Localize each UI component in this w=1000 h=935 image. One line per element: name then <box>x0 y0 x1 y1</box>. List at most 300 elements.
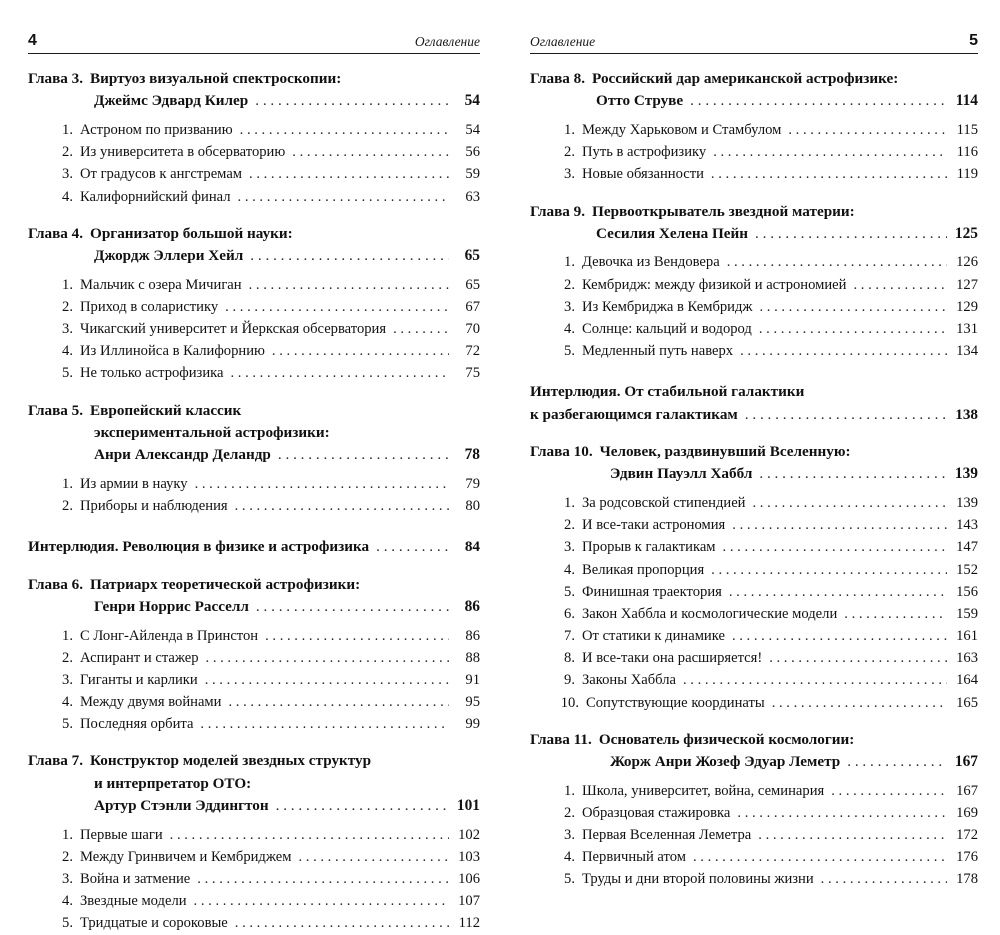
section-entry[interactable] <box>28 274 480 296</box>
chapter-title-line <box>28 795 480 818</box>
leader-dots <box>745 404 947 426</box>
section-entry[interactable] <box>530 824 978 846</box>
chapter-entry[interactable] <box>28 223 480 385</box>
section-entry[interactable] <box>28 340 480 362</box>
chapter-title-line <box>28 574 480 596</box>
section-title: Образцовая стажировка <box>582 804 731 821</box>
leader-dots <box>298 846 449 868</box>
leader-dots <box>197 868 449 890</box>
leader-dots <box>206 647 449 669</box>
section-entry[interactable] <box>530 846 978 868</box>
section-entry[interactable] <box>530 559 978 581</box>
chapter-title-text: Генри Норрис Расселл <box>94 597 249 615</box>
leader-dots <box>758 824 947 846</box>
section-page-number: 70 <box>465 321 480 337</box>
section-number: 4. <box>62 343 73 360</box>
section-number: 2. <box>564 804 575 821</box>
section-page-number: 143 <box>956 517 978 534</box>
section-title: Первые шаги <box>80 826 163 843</box>
section-list <box>530 119 978 186</box>
chapter-title-text: Джордж Эллери Хейл <box>94 247 244 265</box>
section-number: 2. <box>62 649 73 666</box>
section-title: Тридцатые и сороковые <box>80 915 228 932</box>
section-entry[interactable] <box>530 514 978 536</box>
section-title: Между двумя войнами <box>80 694 222 711</box>
section-entry[interactable] <box>530 647 978 669</box>
section-page-number: 164 <box>956 672 978 689</box>
chapter-title-text: Российский дар американской астрофизике: <box>592 70 899 87</box>
section-page-number: 116 <box>956 144 978 161</box>
section-title: Из армии в науку <box>80 475 188 492</box>
leader-dots <box>200 713 449 735</box>
chapter-title-line <box>28 422 480 444</box>
section-title: От градусов к ангстремам <box>80 166 243 183</box>
section-number: 2. <box>564 517 575 534</box>
section-number: 5. <box>62 915 73 932</box>
chapter-entry[interactable] <box>530 201 978 363</box>
chapter-title-text: и интерпретатор ОТО: <box>94 774 252 792</box>
section-title: Финишная траектория <box>582 583 722 600</box>
section-number: 2. <box>564 144 575 161</box>
section-entry[interactable] <box>28 296 480 318</box>
section-list <box>530 492 978 714</box>
section-title: Кембридж: между физикой и астрономией <box>582 276 847 293</box>
leader-dots <box>713 141 947 163</box>
section-list <box>530 251 978 362</box>
leader-dots <box>711 559 947 581</box>
header-rule-left <box>28 53 480 54</box>
section-title: Из университета в обсерваторию <box>80 144 286 161</box>
leader-dots <box>690 90 947 112</box>
chapter-label: Глава 10. <box>530 443 593 461</box>
section-list <box>28 824 480 935</box>
section-entry[interactable] <box>28 669 480 691</box>
leader-dots <box>170 824 449 846</box>
section-page-number: 88 <box>465 649 480 666</box>
interlude-entry[interactable] <box>28 536 480 558</box>
section-page-number: 106 <box>458 871 480 888</box>
section-number: 3. <box>62 871 73 888</box>
chapter-page-number: 84 <box>464 538 480 556</box>
chapter-entry[interactable] <box>28 400 480 518</box>
section-list <box>28 119 480 208</box>
section-title: И все-таки астрономия <box>582 517 726 534</box>
section-entry[interactable] <box>28 713 480 735</box>
section-entry[interactable] <box>530 119 978 141</box>
section-title: Война и затмение <box>80 871 191 888</box>
leader-dots <box>847 751 947 773</box>
section-title: Звездные модели <box>80 893 187 910</box>
section-entry[interactable] <box>530 251 978 273</box>
chapter-page-number: 114 <box>955 92 978 110</box>
leader-dots <box>249 163 449 185</box>
section-page-number: 131 <box>956 321 978 337</box>
chapter-page-number: 167 <box>954 753 978 771</box>
section-title: Первая Вселенная Леметра <box>582 827 752 844</box>
section-page-number: 159 <box>956 605 978 622</box>
chapter-title-line <box>28 90 480 113</box>
chapter-entry[interactable] <box>530 68 978 186</box>
section-page-number: 56 <box>465 144 480 161</box>
leader-dots <box>853 274 947 296</box>
section-title: Солнце: кальций и водород <box>582 321 752 337</box>
section-title: Последняя орбита <box>80 716 194 733</box>
section-page-number: 103 <box>458 848 480 865</box>
section-entry[interactable] <box>28 362 480 384</box>
section-number: 2. <box>564 276 575 293</box>
section-number: 5. <box>62 716 73 733</box>
section-page-number: 119 <box>956 166 978 183</box>
section-number: 1. <box>62 826 73 843</box>
chapter-page-number: 86 <box>464 597 480 615</box>
section-title: Чикагский университет и Йеркская обсерватория <box>80 321 387 337</box>
section-title: Сопутствующие координаты <box>586 694 765 711</box>
section-title: Школа, университет, война, семинария <box>582 782 825 799</box>
section-entry[interactable] <box>530 692 978 714</box>
chapter-title-line <box>28 596 480 619</box>
chapter-entry[interactable] <box>28 750 480 934</box>
chapter-title-text: Виртуоз визуальной спектроскопии: <box>90 70 342 87</box>
leader-dots <box>821 868 947 890</box>
chapter-title-text: Сесилия Хелена Пейн <box>596 224 749 242</box>
interlude-title-line <box>530 404 978 426</box>
header-rule-right <box>530 53 978 54</box>
section-page-number: 63 <box>465 188 480 205</box>
section-entry[interactable] <box>28 647 480 669</box>
leader-dots <box>292 141 449 163</box>
section-entry[interactable] <box>28 119 480 141</box>
section-entry[interactable] <box>530 581 978 603</box>
section-page-number: 129 <box>956 298 978 315</box>
section-entry[interactable] <box>28 625 480 647</box>
leader-dots <box>831 780 947 802</box>
chapter-entry[interactable] <box>28 68 480 208</box>
section-entry[interactable] <box>28 691 480 713</box>
leader-dots <box>225 296 449 318</box>
section-title: С Лонг-Айленда в Принстон <box>80 627 259 644</box>
section-title: Девочка из Вендовера <box>582 254 720 271</box>
chapter-title-line <box>28 750 480 772</box>
section-number: 3. <box>62 321 73 337</box>
section-title: Из Иллинойса в Калифорнию <box>80 343 265 360</box>
leader-dots <box>844 603 947 625</box>
section-entry[interactable] <box>530 802 978 824</box>
section-number: 1. <box>564 782 575 799</box>
chapter-title-line <box>28 773 480 795</box>
section-number: 5. <box>564 343 575 360</box>
chapter-entry[interactable] <box>530 441 978 714</box>
section-number: 1. <box>564 121 575 138</box>
section-entry[interactable] <box>530 868 978 890</box>
chapter-label: Глава 9. <box>530 202 586 220</box>
leader-dots <box>235 912 449 934</box>
section-title: Новые обязанности <box>582 166 704 183</box>
section-page-number: 167 <box>956 782 978 799</box>
section-number: 8. <box>564 650 575 667</box>
leader-dots <box>732 625 947 647</box>
chapter-title-text: Интерлюдия. Революция в физике и астрофизика <box>28 538 370 556</box>
section-entry[interactable] <box>530 340 978 362</box>
leader-dots <box>737 802 947 824</box>
chapter-title-text: Отто Струве <box>596 92 684 110</box>
section-page-number: 163 <box>956 650 978 667</box>
chapter-title-line <box>530 201 978 223</box>
section-title: Мальчик с озера Мичиган <box>80 276 242 293</box>
section-title: Приборы и наблюдения <box>80 498 228 515</box>
section-entry[interactable] <box>530 318 978 340</box>
section-number: 2. <box>62 144 73 161</box>
section-number: 5. <box>564 871 575 888</box>
running-head-left <box>28 28 480 50</box>
chapter-title-line <box>28 400 480 422</box>
leader-dots <box>376 536 449 558</box>
section-entry[interactable] <box>28 473 480 495</box>
section-number: 5. <box>564 583 575 600</box>
section-page-number: 178 <box>956 871 978 888</box>
section-title: За родсовской стипендией <box>582 495 746 512</box>
section-number: 1. <box>62 627 73 644</box>
section-entry[interactable] <box>530 536 978 558</box>
section-page-number: 91 <box>465 671 480 688</box>
chapter-title-text: Человек, раздвинувший Вселенную: <box>599 443 851 461</box>
section-entry[interactable] <box>28 890 480 912</box>
leader-dots <box>788 119 947 141</box>
section-title: От статики к динамике <box>582 628 725 645</box>
chapter-page-number: 101 <box>456 797 480 815</box>
chapter-title-text: Жорж Анри Жозеф Эдуар Леметр <box>610 753 841 771</box>
chapter-page-number: 78 <box>464 446 480 464</box>
folio-number-right: 5 <box>969 32 978 49</box>
section-page-number: 176 <box>956 849 978 866</box>
chapter-title-line <box>28 444 480 467</box>
leader-dots <box>729 581 947 603</box>
section-page-number: 139 <box>956 495 978 512</box>
chapter-label: Глава 6. <box>28 575 84 593</box>
section-entry[interactable] <box>28 141 480 163</box>
section-number: 1. <box>564 495 575 512</box>
section-page-number: 95 <box>465 694 480 711</box>
chapter-title-text: Джеймс Эдвард Килер <box>94 92 249 110</box>
chapter-page-number: 54 <box>464 92 480 110</box>
section-title: Прорыв к галактикам <box>582 539 716 556</box>
leader-dots <box>194 890 449 912</box>
section-entry[interactable] <box>28 186 480 208</box>
section-page-number: 115 <box>956 121 978 138</box>
section-entry[interactable] <box>530 603 978 625</box>
chapter-title-line <box>530 90 978 113</box>
section-number: 10. <box>560 694 579 711</box>
chapter-title-text: Анри Александр Деландр <box>94 446 271 464</box>
chapter-title-text: Организатор большой науки: <box>90 224 293 242</box>
section-page-number: 152 <box>956 561 978 578</box>
leader-dots <box>230 362 449 384</box>
chapter-label: Глава 8. <box>530 70 586 87</box>
leader-dots <box>759 318 947 340</box>
leader-dots <box>759 296 947 318</box>
chapter-title-text: Патриарх теоретической астрофизики: <box>90 575 361 593</box>
leader-dots <box>195 473 449 495</box>
section-title: Первичный атом <box>582 849 686 866</box>
leader-dots <box>265 625 449 647</box>
leader-dots <box>272 340 449 362</box>
section-entry[interactable] <box>530 163 978 185</box>
leader-dots <box>256 596 449 618</box>
leader-dots <box>693 846 947 868</box>
section-title: Законы Хаббла <box>582 672 676 689</box>
section-entry[interactable] <box>530 296 978 318</box>
running-head-right <box>530 28 978 50</box>
section-number: 4. <box>62 893 73 910</box>
section-entry[interactable] <box>28 495 480 517</box>
leader-dots <box>740 340 947 362</box>
chapter-title-text: Артур Стэнли Эддингтон <box>94 797 269 815</box>
chapter-entry[interactable] <box>28 574 480 736</box>
chapter-title-line <box>530 729 978 751</box>
leader-dots <box>683 669 947 691</box>
section-page-number: 67 <box>465 298 480 315</box>
section-list <box>530 780 978 891</box>
section-title: Астроном по призванию <box>80 121 233 138</box>
section-number: 5. <box>62 365 73 382</box>
leader-dots <box>772 692 947 714</box>
leader-dots <box>732 514 947 536</box>
section-page-number: 156 <box>956 583 978 600</box>
section-number: 3. <box>564 827 575 844</box>
chapter-title-text: Интерлюдия. От стабильной галактики <box>530 383 805 401</box>
chapter-label: Глава 4. <box>28 224 84 242</box>
section-list <box>28 625 480 736</box>
section-page-number: 161 <box>956 628 978 645</box>
interlude-entry[interactable] <box>530 381 978 426</box>
chapter-title-line <box>28 68 480 90</box>
leader-dots <box>393 318 449 340</box>
section-title: Между Харьковом и Стамбулом <box>582 121 782 138</box>
section-list <box>28 274 480 385</box>
interlude-title-line <box>28 536 480 558</box>
section-entry[interactable] <box>530 274 978 296</box>
leader-dots <box>727 251 947 273</box>
section-number: 1. <box>62 121 73 138</box>
leader-dots <box>755 223 947 245</box>
toc-list-left <box>28 68 480 935</box>
leader-dots <box>723 536 947 558</box>
chapter-title-text: Конструктор моделей звездных структур <box>90 752 372 770</box>
chapter-title-line <box>530 751 978 774</box>
section-page-number: 102 <box>458 826 480 843</box>
section-number: 7. <box>564 628 575 645</box>
chapter-title-line <box>530 223 978 246</box>
chapter-page-number: 139 <box>954 465 978 483</box>
section-title: Аспирант и стажер <box>80 649 199 666</box>
section-entry[interactable] <box>28 824 480 846</box>
leader-dots <box>759 463 947 485</box>
section-number: 3. <box>564 298 575 315</box>
section-page-number: 127 <box>956 276 978 293</box>
leader-dots <box>255 90 449 112</box>
section-entry[interactable] <box>28 912 480 934</box>
section-number: 4. <box>564 321 575 337</box>
chapter-title-line <box>530 441 978 463</box>
chapter-page-number: 65 <box>464 247 480 265</box>
chapter-title-line <box>28 245 480 268</box>
section-page-number: 59 <box>465 166 480 183</box>
section-number: 9. <box>564 672 575 689</box>
chapter-title-text: Первооткрыватель звездной материи: <box>592 202 855 220</box>
section-entry[interactable] <box>530 492 978 514</box>
section-entry[interactable] <box>28 163 480 185</box>
chapter-entry[interactable] <box>530 729 978 891</box>
section-title: Труды и дни второй половины жизни <box>582 871 814 888</box>
section-entry[interactable] <box>28 868 480 890</box>
section-number: 4. <box>564 561 575 578</box>
section-title: Калифорнийский финал <box>80 188 231 205</box>
section-entry[interactable] <box>28 846 480 868</box>
section-page-number: 134 <box>956 343 978 360</box>
section-page-number: 72 <box>465 343 480 360</box>
section-number: 1. <box>564 254 575 271</box>
page-right <box>510 0 1000 888</box>
section-title: Великая пропорция <box>582 561 705 578</box>
chapter-label: Глава 11. <box>530 730 592 748</box>
section-number: 4. <box>62 188 73 205</box>
section-page-number: 165 <box>956 694 978 711</box>
chapter-title-text: к разбегающимся галактикам <box>530 405 738 423</box>
section-number: 1. <box>62 475 73 492</box>
chapter-title-text: Европейский классик <box>90 401 242 419</box>
section-entry[interactable] <box>28 318 480 340</box>
section-number: 6. <box>564 605 575 622</box>
running-head-title-left: Оглавление <box>414 34 480 49</box>
section-title: Из Кембриджа в Кембридж <box>582 298 753 315</box>
interlude-title-line <box>530 381 978 403</box>
section-entry[interactable] <box>530 669 978 691</box>
leader-dots <box>711 163 947 185</box>
section-number: 1. <box>62 276 73 293</box>
section-page-number: 54 <box>465 121 480 138</box>
section-page-number: 126 <box>956 254 978 271</box>
section-title: И все-таки она расширяется! <box>582 650 763 667</box>
section-entry[interactable] <box>530 625 978 647</box>
section-page-number: 65 <box>465 276 480 293</box>
chapter-title-line <box>28 223 480 245</box>
section-number: 2. <box>62 848 73 865</box>
section-title: Медленный путь наверх <box>582 343 734 360</box>
leader-dots <box>278 444 449 466</box>
toc-list-right <box>530 68 978 891</box>
section-number: 3. <box>62 671 73 688</box>
leader-dots <box>228 691 449 713</box>
leader-dots <box>276 795 449 817</box>
section-entry[interactable] <box>530 141 978 163</box>
section-page-number: 107 <box>458 893 480 910</box>
chapter-title-text: Эдвин Пауэлл Хаббл <box>610 465 753 483</box>
section-list <box>28 473 480 517</box>
section-page-number: 79 <box>465 475 480 492</box>
chapter-title-line <box>530 463 978 486</box>
section-number: 3. <box>564 539 575 556</box>
section-page-number: 86 <box>465 627 480 644</box>
section-page-number: 99 <box>465 716 480 733</box>
section-page-number: 75 <box>465 365 480 382</box>
chapter-title-text: Основатель физической космологии: <box>598 730 855 748</box>
chapter-page-number: 138 <box>955 405 978 423</box>
leader-dots <box>769 647 947 669</box>
section-entry[interactable] <box>530 780 978 802</box>
section-page-number: 80 <box>465 498 480 515</box>
section-page-number: 169 <box>956 804 978 821</box>
chapter-page-number: 125 <box>954 224 978 242</box>
leader-dots <box>249 274 449 296</box>
